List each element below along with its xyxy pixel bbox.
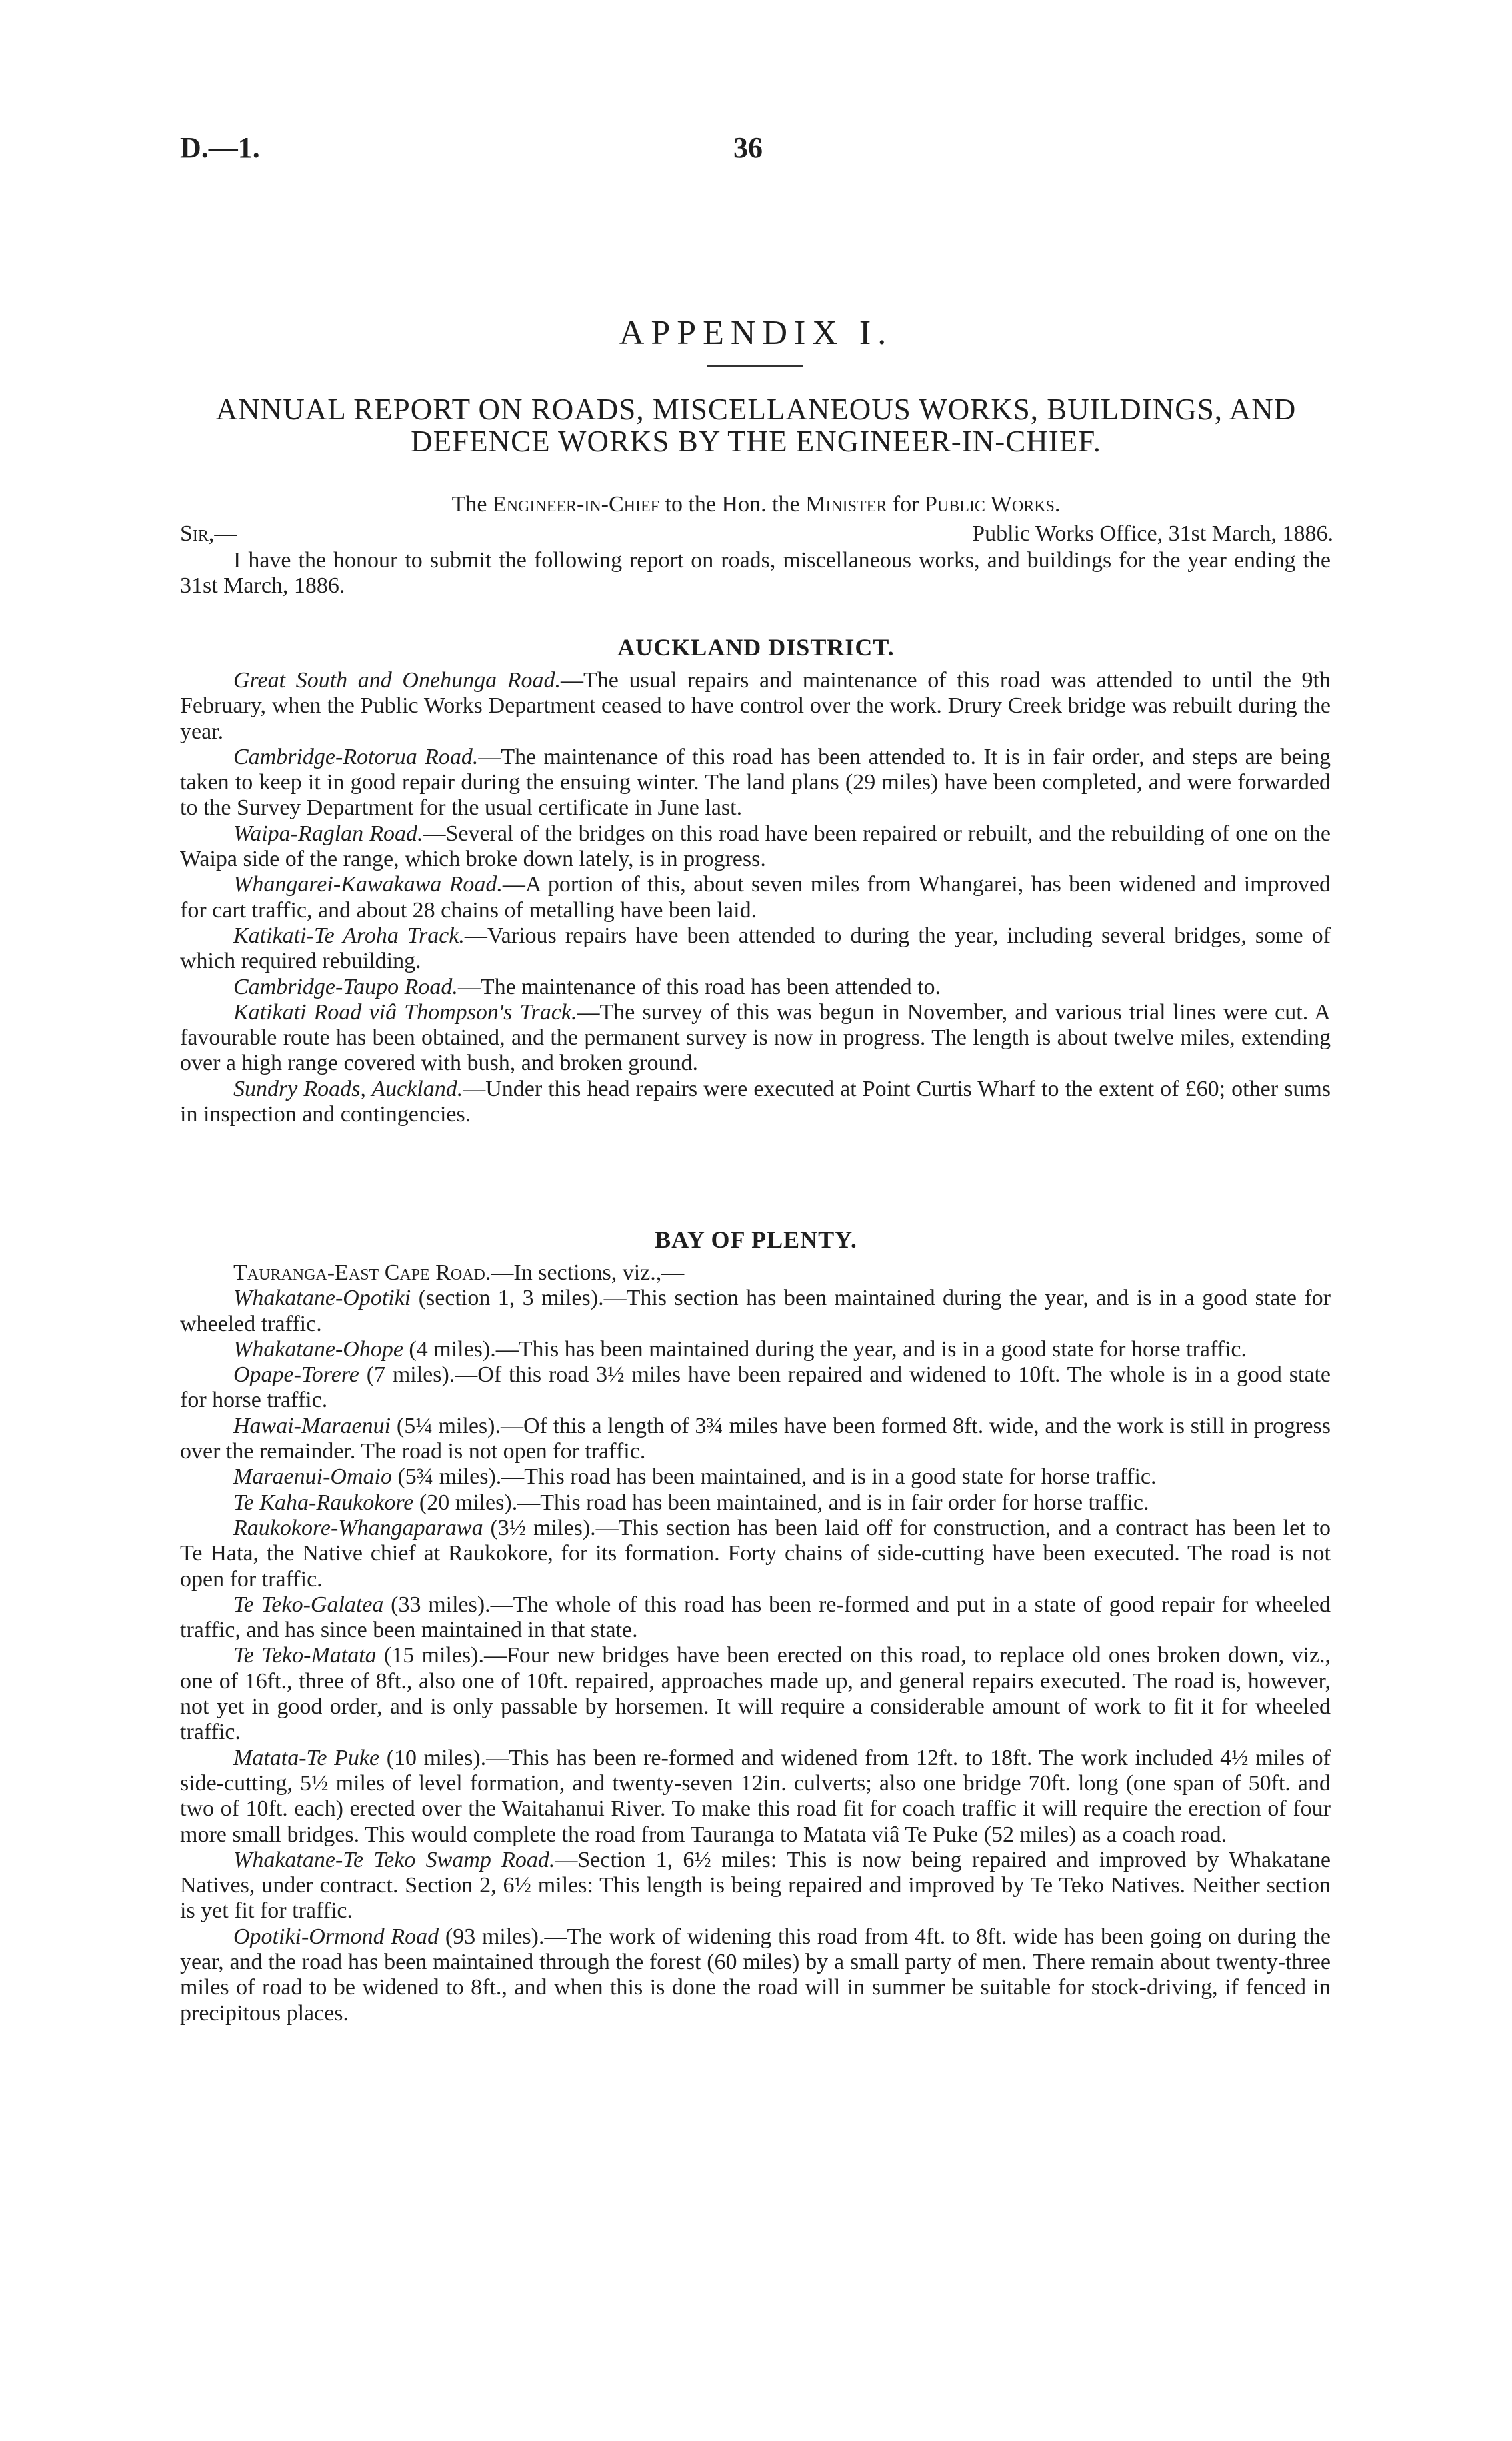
road-description: —Under this head repairs were executed at Point Curtis Wharf to the extent of £60; other sums in inspection and contingencies.	[180, 1076, 1331, 1127]
bay-lead-paragraph	[180, 1260, 1331, 1286]
auckland-paragraph	[180, 975, 1331, 1000]
road-name: Maraenui-Omaio	[233, 1464, 392, 1490]
bay-paragraph	[180, 1414, 1331, 1465]
document-reference: D.—1.	[180, 131, 260, 164]
road-name: Hawai-Maraenui	[233, 1413, 391, 1438]
auckland-paragraph	[180, 821, 1331, 873]
bay-paragraph	[180, 1490, 1331, 1516]
bay-paragraph	[180, 1924, 1331, 2026]
road-name: Katikati Road viâ Thompson's Track.	[233, 999, 577, 1025]
road-name: Sundry Roads, Auckland.	[233, 1076, 463, 1101]
road-name: Great South and Onehunga Road.	[233, 668, 561, 693]
address-pre: The	[451, 492, 487, 517]
road-description: —The usual repairs and maintenance of this road was attended to until the 9th February, when the Public Works Department ceased to have control over the work. Drury Creek bridge was rebuilt during the year.	[180, 668, 1331, 744]
road-description: (20 miles).—This road has been maintained, and is in fair order for horse traffic.	[413, 1490, 1149, 1515]
address-mid: to the Hon. the	[665, 492, 800, 517]
bay-paragraph	[180, 1746, 1331, 1848]
road-name: Katikati-Te Aroha Track.	[233, 923, 465, 948]
address-for: for	[892, 492, 919, 517]
road-name: Opape-Torere	[233, 1362, 359, 1388]
bay-of-plenty-heading: BAY OF PLENTY.	[655, 1226, 857, 1253]
road-name: Raukokore-Whangaparawa	[233, 1515, 483, 1540]
road-description: —Various repairs have been attended to during the year, including several bridges, some of which required rebuilding.	[180, 923, 1331, 974]
road-description: —A portion of this, about seven miles from Whangarei, has been widened and improved for cart traffic, and about 28 chains of metalling have been laid.	[180, 872, 1331, 923]
road-description: (7 miles).—Of this road 3½ miles have been repaired and widened to 10ft. The whole is in a good state for horse traffic.	[180, 1362, 1331, 1413]
auckland-heading: AUCKLAND DISTRICT.	[617, 634, 895, 661]
road-name: Cambridge-Rotorua Road.	[233, 744, 479, 769]
road-name: Cambridge-Taupo Road.	[233, 974, 458, 999]
road-name: Matata-Te Puke	[233, 1745, 380, 1770]
bay-paragraph	[180, 1592, 1331, 1644]
address-to: Minister	[805, 492, 887, 517]
road-description: —The survey of this was begun in November, and various trial lines were cut. A favourable route has been obtained, and the permanent survey is now in progress. The length is about twelve miles, extending over a high range covered with bush, and broken ground.	[180, 999, 1331, 1076]
bay-paragraph	[180, 1464, 1331, 1490]
bay-paragraph	[180, 1362, 1331, 1414]
road-description: (5¼ miles).—Of this a length of 3¾ miles have been formed 8ft. wide, and the work is still in progress over the remainder. The road is not open for traffic.	[180, 1413, 1331, 1464]
bay-paragraph	[180, 1337, 1331, 1362]
road-description: (4 miles).—This has been maintained during the year, and is in a good state for horse traffic.	[403, 1336, 1247, 1362]
address-dept: Public Works.	[925, 492, 1061, 517]
bay-of-plenty-section	[180, 1260, 1331, 2026]
road-name: Waipa-Raglan Road.	[233, 821, 423, 846]
road-description: —Several of the bridges on this road have been repaired or rebuilt, and the rebuilding of one on the Waipa side of the range, which broke down lately, is in progress.	[180, 821, 1331, 872]
salutation: Sir,—	[180, 521, 237, 546]
road-name: Te Teko-Matata	[233, 1643, 377, 1668]
road-description: (33 miles).—The whole of this road has been re-formed and put in a state of good repair for wheeled traffic, and has since been maintained in that state.	[180, 1592, 1331, 1643]
auckland-heading-wrap	[0, 633, 1512, 661]
road-description: —The maintenance of this road has been attended to. It is in fair order, and steps are being taken to keep it in good repair during the ensuing winter. The land plans (29 miles) have been completed, and were forwarded to the Survey Department for the usual certificate in June last.	[180, 744, 1331, 821]
auckland-paragraph	[180, 872, 1331, 923]
auckland-paragraph	[180, 923, 1331, 975]
auckland-section	[180, 668, 1331, 1127]
road-description: (5¾ miles).—This road has been maintained, and is in a good state for horse traffic.	[391, 1464, 1157, 1490]
road-name: Opotiki-Ormond Road	[233, 1924, 439, 1949]
intro-text: I have the honour to submit the following report on roads, miscellaneous works, and buildings for the year ending the 31st March, 1886.	[180, 548, 1331, 599]
road-description: (15 miles).—Four new bridges have been erected on this road, to replace old ones broken down, viz., one of 16ft., three of 8ft., also one of 10ft. repaired, approaches made up, and general repairs executed. The road is, however, not yet in good order, and is only passable by horsemen. It will require a considerable amount of work to fit it for wheeled traffic.	[180, 1643, 1331, 1745]
road-description: (10 miles).—This has been re-formed and widened from 12ft. to 18ft. The work included 4½ miles of side-cutting, 5½ miles of level formation, and twenty-seven 12in. culverts; also one bridge 70ft. long (one span of 50ft. and two of 10ft. each) erected over the Waitahanui River. To make this road fit for coach traffic it will require the erection of four more small bridges. This would complete the road from Tauranga to Matata viâ Te Puke (52 miles) as a coach road.	[180, 1745, 1331, 1847]
appendix-title: APPENDIX I.	[619, 314, 893, 352]
road-name: Whakatane-Te Teko Swamp Road.	[233, 1847, 555, 1872]
bay-heading-wrap	[0, 1226, 1512, 1254]
auckland-paragraph	[180, 668, 1331, 745]
bay-paragraph	[180, 1516, 1331, 1592]
road-description: (93 miles).—The work of widening this road from 4ft. to 8ft. wide has been going on during the year, and the road has been maintained through the forest (60 miles) by a small party of men. There remain about twenty-three miles of road to be widened to 8ft., and when this is done the road will in summer be suitable for stock-driving, if fenced in precipitous places.	[180, 1924, 1331, 2026]
bay-paragraph	[180, 1643, 1331, 1745]
road-name: Whakatane-Ohope	[233, 1336, 403, 1362]
road-name: Te Teko-Galatea	[233, 1592, 384, 1617]
bay-paragraph	[180, 1286, 1331, 1337]
bay-lead-rest: —In sections, viz.,—	[491, 1260, 685, 1285]
address-from: Engineer-in-Chief	[492, 492, 660, 517]
office-date: Public Works Office, 31st March, 1886.	[972, 521, 1333, 546]
road-description: (3½ miles).—This section has been laid off for construction, and a contract has been let to Te Hata, the Native chief at Raukokore, for its formation. Forty chains of side-cutting have been executed. The road is not open for traffic.	[180, 1515, 1331, 1592]
road-description: (section 1, 3 miles).—This section has been maintained during the year, and is in a good state for wheeled traffic.	[180, 1286, 1331, 1336]
title-divider	[707, 365, 803, 367]
auckland-paragraph	[180, 1077, 1331, 1128]
road-name: Whangarei-Kawakawa Road.	[233, 872, 503, 897]
road-description: —The maintenance of this road has been attended to.	[457, 974, 941, 999]
road-description: —Section 1, 6½ miles: This is now being repaired and improved by Whakatane Natives, under contract. Section 2, 6½ miles: This length is being repaired and improved by Te Teko Natives. Neither section is yet fit for traffic.	[180, 1847, 1331, 1924]
road-name: Te Kaha-Raukokore	[233, 1490, 414, 1515]
bay-paragraph	[180, 1848, 1331, 1924]
bay-lead-road: Tauranga-East Cape Road.	[233, 1260, 491, 1285]
auckland-paragraph	[180, 1000, 1331, 1077]
address-line	[0, 492, 1512, 517]
report-title: ANNUAL REPORT ON ROADS, MISCELLANEOUS WORKS, BUILDINGS, AND DEFENCE WORKS BY THE ENGINEER-IN-CHIEF.	[215, 393, 1297, 458]
road-name: Whakatane-Opotiki	[233, 1286, 411, 1311]
auckland-paragraph	[180, 745, 1331, 821]
intro-paragraph	[180, 548, 1331, 599]
page-number: 36	[733, 131, 763, 164]
